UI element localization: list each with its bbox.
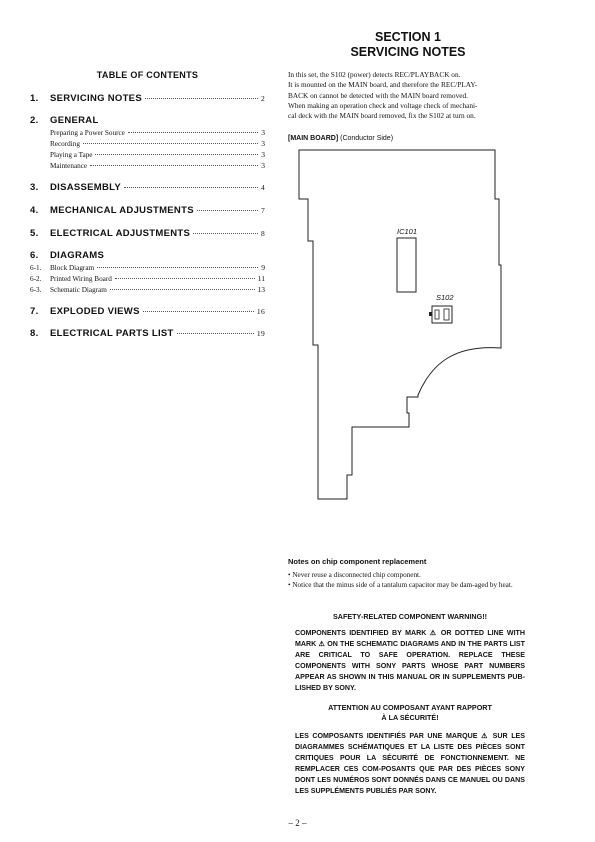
toc-subentry[interactable]: 6-2. Printed Wiring Board 11 bbox=[30, 274, 265, 283]
toc-heading: TABLE OF CONTENTS bbox=[96, 70, 199, 80]
toc-entry[interactable]: 8. ELECTRICAL PARTS LIST 19 bbox=[30, 328, 265, 339]
board-outline bbox=[299, 150, 501, 499]
toc-subentry[interactable]: 6-1. Block Diagram 9 bbox=[30, 263, 265, 272]
warning-heading: SAFETY-RELATED COMPONENT WARNING!! bbox=[333, 612, 487, 621]
toc-entry[interactable]: 2. GENERAL bbox=[30, 115, 99, 126]
toc-entry[interactable]: 3. DISASSEMBLY 4 bbox=[30, 182, 265, 193]
toc-subentry[interactable]: Recording 3 bbox=[50, 139, 265, 148]
page-number: – 2 – bbox=[288, 818, 307, 828]
toc-entry[interactable]: 6. DIAGRAMS bbox=[30, 250, 105, 261]
notes-title: Notes on chip component replacement bbox=[288, 557, 427, 566]
toc-entry[interactable]: 5. ELECTRICAL ADJUSTMENTS 8 bbox=[30, 228, 265, 239]
main-board-diagram bbox=[288, 145, 528, 505]
toc-leader bbox=[145, 98, 258, 99]
section-title bbox=[288, 30, 528, 60]
attention-body: LES COMPOSANTS IDENTIFIÉS PAR UNE MARQUE ⚠ SUR LES DIAGRAMMES SCHÉMATIQUES ET LA LISTE DES PIÈCES SONT CRITIQUES POUR LA SÉCURITÉ DE FONCTIONNEMENT. NE REMPLACER CES COM-POSANTS QUE PAR DES PIÈCES SONY DONT LES NUMÉROS SONT DONNÉS DANS CE MANUEL OU DANS LES SUPPLÉMENTS PUBLIÉS PAR SONY. bbox=[295, 732, 525, 795]
note-item: • Notice that the minus side of a tantalum capacitor may be dam-aged by heat. bbox=[288, 581, 513, 589]
toc-entry[interactable]: 7. EXPLODED VIEWS 16 bbox=[30, 306, 265, 317]
note-item: • Never reuse a disconnected chip component. bbox=[288, 571, 421, 579]
s102-switch bbox=[429, 306, 452, 323]
intro-paragraph: In this set, the S102 (power) detects REC/PLAYBACK on. It is mounted on the MAIN board, and therefore the REC/PLAY- BACK on cannot be detected with the MAIN board removed. When making an operation check and voltage check of mechani- cal deck with the MAIN board removed, fix the S102 at turn on. bbox=[288, 70, 478, 121]
attention-heading: ATTENTION AU COMPOSANT AYANT RAPPORT À LA SÉCURITÉ! bbox=[328, 703, 492, 722]
section-number: SECTION 1 bbox=[375, 30, 441, 44]
warning-body: COMPONENTS IDENTIFIED BY MARK ⚠ OR DOTTED LINE WITH MARK ⚠ ON THE SCHEMATIC DIAGRAMS AND IN THE PARTS LIST ARE CRITICAL TO SAFE OPERATION. REPLACE THESE COMPONENTS WITH SONY PARTS WHOSE PART NUMBERS APPEAR AS SHOWN IN THIS MANUAL OR IN SUPPLEMENTS PUB-LISHED BY SONY. bbox=[295, 629, 525, 692]
board-label: [MAIN BOARD] (Conductor Side) bbox=[288, 135, 394, 142]
ic101-outline bbox=[397, 238, 416, 292]
toc-subentry[interactable]: 6-3. Schematic Diagram 13 bbox=[30, 285, 265, 294]
toc-entry[interactable]: 4. MECHANICAL ADJUSTMENTS 7 bbox=[30, 205, 265, 216]
ic101-label: IC101 bbox=[397, 227, 418, 236]
s102-label: S102 bbox=[436, 293, 454, 302]
section-name: SERVICING NOTES bbox=[350, 45, 466, 59]
toc-subentry[interactable]: Preparing a Power Source 3 bbox=[50, 128, 265, 137]
toc-subentry[interactable]: Maintenance 3 bbox=[50, 161, 265, 170]
toc-entry[interactable]: 1. SERVICING NOTES 2 bbox=[30, 93, 265, 104]
toc-subentry[interactable]: Playing a Tape 3 bbox=[50, 150, 265, 159]
